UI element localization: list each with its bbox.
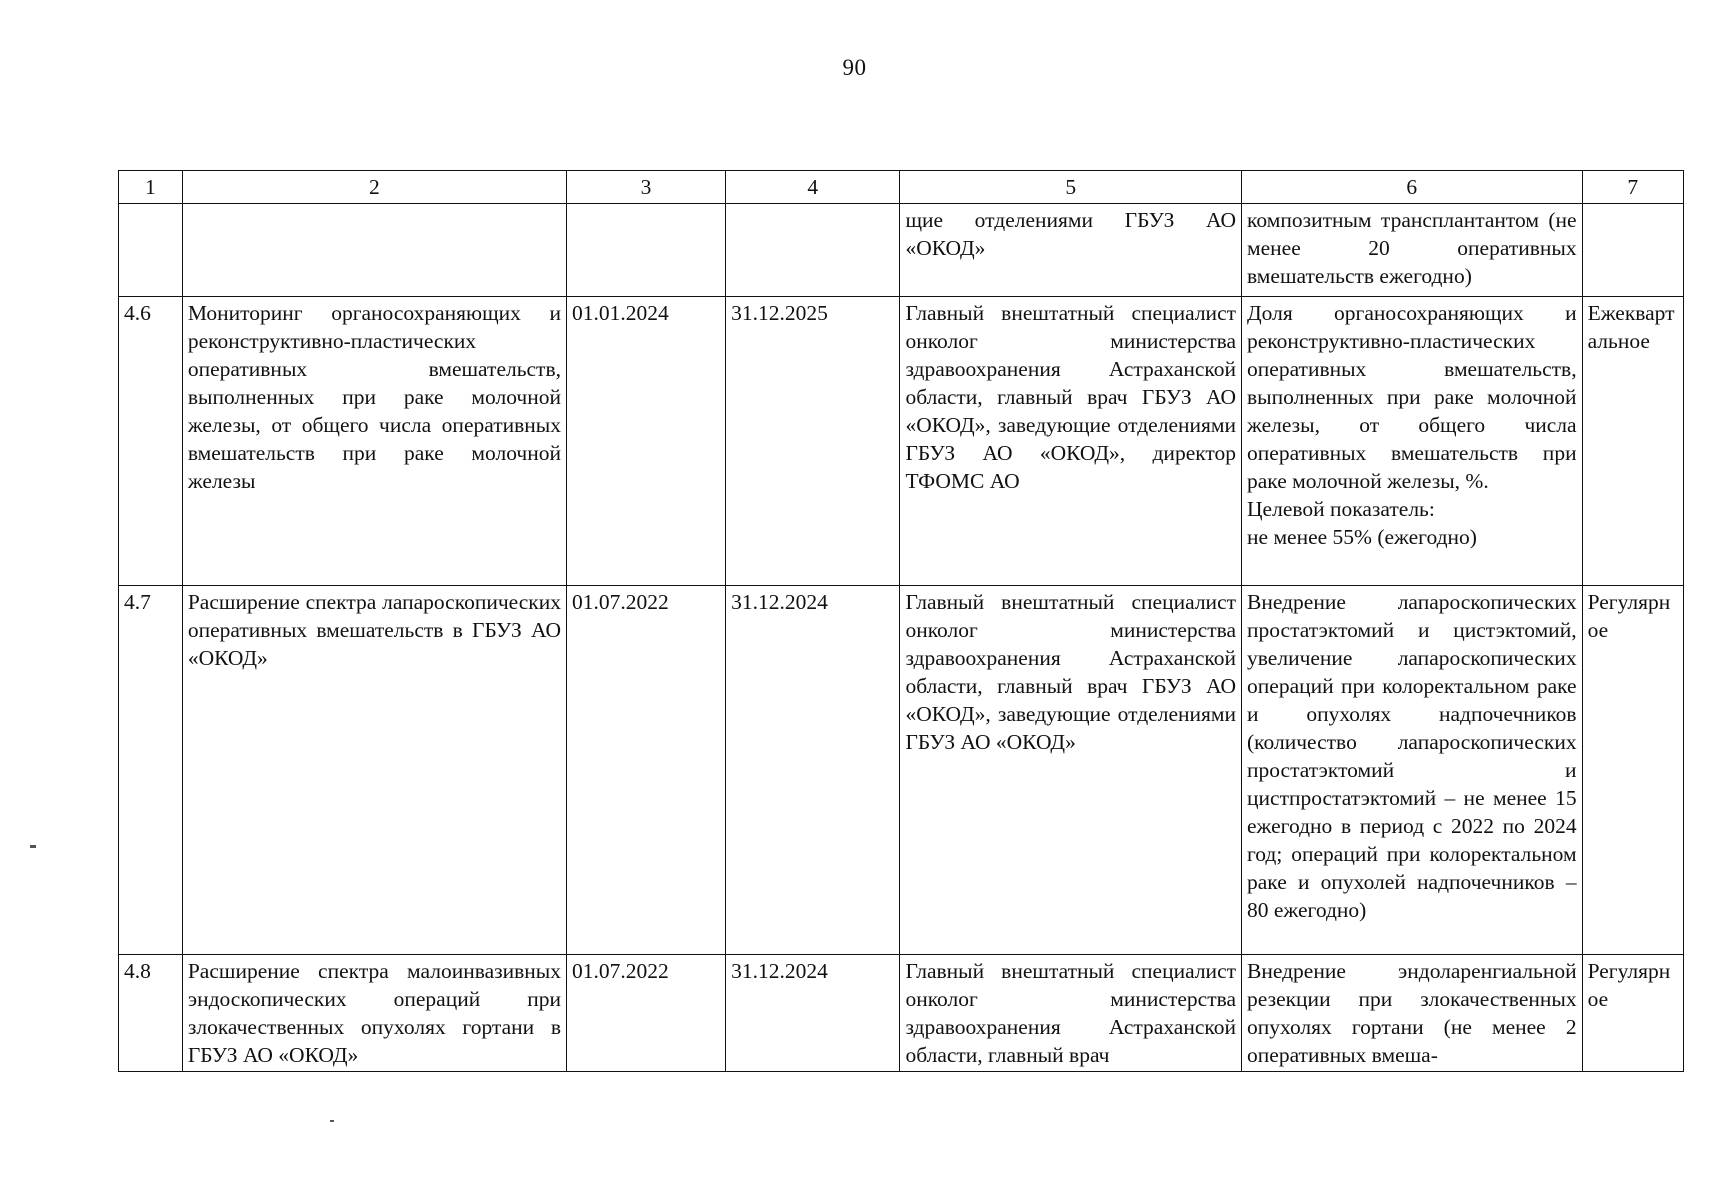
scan-speck — [30, 845, 36, 848]
table-row — [119, 204, 1684, 297]
cell-result: Внедрение лапароскопических простатэктомий и цистэктомий, увеличение лапароскопических операций при колоректальном раке и опухолях надпочечников (количество лапароскопических простатэктомий и цистпростатэктомий – не менее 15 ежегодно в период с 2022 по 2024 год; операций при колоректальном раке и опухолей надпочечников – 80 ежегодно) — [1242, 586, 1583, 955]
table-row — [119, 586, 1684, 955]
cell-num: 4.7 — [119, 586, 183, 955]
cell-title: Расширение спектра малоинвазивных эндоскопических операций при злокачественных опухолях гортани в ГБУЗ АО «ОКОД» — [182, 955, 566, 1072]
table-header-row — [119, 171, 1684, 204]
cell-result: композитным трансплантантом (не менее 20 оперативных вмешательств ежегодно) — [1242, 204, 1583, 297]
header-col-4: 4 — [726, 171, 900, 204]
cell-responsible: Главный внештатный специалист онколог министерства здравоохранения Астраханской области, главный врач ГБУЗ АО «ОКОД», заведующие отделениями ГБУЗ АО «ОКОД», директор ТФОМС АО — [900, 297, 1242, 586]
cell-start-date — [566, 204, 725, 297]
cell-start-date: 01.07.2022 — [566, 586, 725, 955]
plan-table — [118, 170, 1684, 1072]
cell-frequency: Ежеквартальное — [1582, 297, 1683, 586]
table-row — [119, 297, 1684, 586]
target-label: Целевой показатель: — [1247, 497, 1435, 521]
cell-end-date — [726, 204, 900, 297]
cell-title: Расширение спектра лапароскопических оперативных вмешательств в ГБУЗ АО «ОКОД» — [182, 586, 566, 955]
cell-title — [182, 204, 566, 297]
cell-frequency: Регулярное — [1582, 955, 1683, 1072]
cell-start-date: 01.01.2024 — [566, 297, 725, 586]
header-col-2: 2 — [182, 171, 566, 204]
cell-frequency — [1582, 204, 1683, 297]
cell-num: 4.8 — [119, 955, 183, 1072]
table-row — [119, 955, 1684, 1072]
cell-responsible: Главный внештатный специалист онколог министерства здравоохранения Астраханской области, главный врач — [900, 955, 1242, 1072]
cell-responsible: щие отделениями ГБУЗ АО «ОКОД» — [900, 204, 1242, 297]
header-col-6: 6 — [1242, 171, 1583, 204]
header-col-1: 1 — [119, 171, 183, 204]
cell-title: Мониторинг органосохраняющих и реконструктивно-пластических оперативных вмешательств, выполненных при раке молочной железы, от общего числа оперативных вмешательств при раке молочной железы — [182, 297, 566, 586]
cell-end-date: 31.12.2025 — [726, 297, 900, 586]
target-value: не менее 55% (ежегодно) — [1247, 525, 1477, 549]
header-col-5: 5 — [900, 171, 1242, 204]
cell-num: 4.6 — [119, 297, 183, 586]
scan-speck — [330, 1120, 334, 1122]
cell-start-date: 01.07.2022 — [566, 955, 725, 1072]
result-text: Доля органосохраняющих и реконструктивно-пластических оперативных вмешательств, выполненных при раке молочной железы, от общего числа оперативных вмешательств при раке молочной железы, %. — [1247, 301, 1577, 493]
page-number: 90 — [842, 55, 867, 80]
cell-responsible: Главный внештатный специалист онколог министерства здравоохранения Астраханской области, главный врач ГБУЗ АО «ОКОД», заведующие отделениями ГБУЗ АО «ОКОД» — [900, 586, 1242, 955]
cell-end-date: 31.12.2024 — [726, 955, 900, 1072]
cell-num — [119, 204, 183, 297]
cell-frequency: Регулярное — [1582, 586, 1683, 955]
header-col-3: 3 — [566, 171, 725, 204]
header-col-7: 7 — [1582, 171, 1683, 204]
cell-end-date: 31.12.2024 — [726, 586, 900, 955]
cell-result: Внедрение эндоларенгиальной резекции при злокачественных опухолях гортани (не менее 2 оперативных вмеша- — [1242, 955, 1583, 1072]
cell-result — [1242, 297, 1583, 586]
